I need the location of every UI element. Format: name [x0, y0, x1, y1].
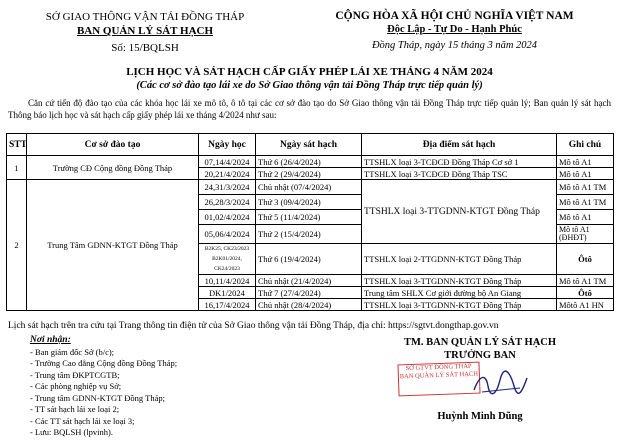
table-row: [7, 180, 614, 195]
row-stt: 1: [7, 156, 27, 180]
study-date: 20,21/4/2024: [199, 168, 256, 180]
exam-date: Thứ 3 (09/4/2024): [256, 195, 362, 210]
table-header-row: [7, 134, 614, 156]
recipient-item: - TT sát hạch lái xe loại 2;: [30, 404, 120, 414]
document-subtitle: (Các cơ sở đào tạo lái xe do Sở Giao thông vận tải Đồng Tháp trực tiếp quản lý): [136, 80, 483, 91]
note: Mô tô A1 TM: [557, 275, 614, 287]
exam-place: Trung tâm SHLX Cơ giới đường bộ An Giang: [362, 287, 557, 299]
recipients-block: [30, 335, 310, 439]
recipient-item: - Các phòng nghiệp vụ Sở;: [30, 381, 122, 391]
recipient-item: - Trung tâm ĐKPTCGTB;: [30, 369, 120, 380]
note: Môtô A1 HN: [557, 299, 614, 311]
study-date: 01,02/4/2024: [199, 210, 256, 225]
study-date: 24,31/3/2024: [199, 180, 256, 195]
note: Mô tô A1 TM: [557, 195, 614, 210]
exam-date: Thứ 7 (27/4/2024): [256, 287, 362, 299]
document-title: LỊCH HỌC VÀ SÁT HẠCH CẤP GIẤY PHÉP LÁI XE THÁNG 4 NĂM 2024: [126, 66, 493, 78]
exam-place: TTSHLX loại 3-TTGDNN-KTGT Đồng Tháp: [362, 275, 557, 287]
recipient-item: - Trung tâm GDNN-KTGT Đồng Tháp;: [30, 392, 165, 403]
study-date: 07,14/4/2024: [199, 156, 256, 168]
exam-date: Thứ 6 (26/4/2024): [256, 156, 362, 168]
signer-title: TRƯỞNG BAN: [444, 350, 516, 361]
exam-date: Chủ nhật (07/4/2024): [256, 180, 362, 195]
lookup-note: Lịch sát hạch trên tra cứu tại Trang thông tin điện tử của Sở Giao thông vận tải Đồng Tháp, địa chỉ: https://sgtvt.dongthap.gov.vn: [8, 321, 499, 331]
exam-date: Thứ 5 (11/4/2024): [256, 210, 362, 225]
header-note: Ghi chú: [557, 134, 614, 156]
note: Mô tô A1 (ĐHĐT): [557, 225, 614, 244]
header-exam-date: Ngày sát hạch: [256, 134, 362, 156]
document-number: Số: 15/BQLSH: [111, 42, 179, 54]
board-name: BAN QUẢN LÝ SÁT HẠCH: [76, 25, 214, 37]
exam-date: Thứ 6 (19/4/2024): [256, 244, 362, 275]
study-date: 10,11/4/2024: [199, 275, 256, 287]
header-study-date: Ngày học: [199, 134, 256, 156]
training-center: Trường CĐ Cộng đồng Đồng Tháp: [27, 156, 199, 180]
exam-place: TTSHLX loại 3-TCĐCĐ Đồng Tháp Cơ sở 1: [362, 156, 557, 168]
study-date: B2K25, CK23/2023 B2K01/2024, CK24/2023: [199, 244, 256, 275]
signer-role: TM. BAN QUẢN LÝ SÁT HẠCH: [403, 337, 557, 348]
recipient-item: - Các TT sát hạch lái xe loại 3;: [30, 415, 135, 426]
exam-date: Thứ 2 (15/4/2024): [256, 225, 362, 244]
official-stamp: SỞ GTVT ĐỒNG THÁP BAN QUẢN LÝ SÁT HẠCH: [397, 362, 480, 397]
issuer-block: [0, 10, 290, 55]
recipient-item: - Trường Cao đẳng Cộng đồng Đồng Tháp;: [30, 358, 178, 368]
note: Mô tô A1: [557, 168, 614, 180]
note: Mô tô A1: [557, 210, 614, 225]
table-row: [7, 156, 614, 168]
recipients-title: Nơi nhận:: [30, 335, 71, 345]
country-name: CỘNG HÒA XÃ HỘI CHỦ NGHĨA VIỆT NAM: [335, 10, 574, 22]
note: Ôtô: [557, 287, 614, 299]
header-stt: STT: [7, 134, 27, 156]
handwritten-signature: [470, 368, 530, 398]
study-date: 05,06/4/2024: [199, 225, 256, 244]
exam-place: TTSHLX loại 3-TCĐCĐ Đồng Tháp TSC: [362, 168, 557, 180]
issue-date: Đồng Tháp, ngày 15 tháng 3 năm 2024: [371, 40, 538, 51]
motto: Độc Lập - Tự Do - Hạnh Phúc: [387, 24, 522, 35]
exam-place: TTSHLX loại 2-TTGDNN-KTGT Đồng Tháp: [362, 244, 557, 275]
training-center: Trung Tâm GDNN-KTGT Đồng Tháp: [27, 180, 199, 311]
header-exam-place: Địa điểm sát hạch: [362, 134, 557, 156]
exam-place: TTSHLX loại 3-TTGDNN-KTGT Đồng Tháp: [362, 299, 557, 311]
study-date: DK1/2024: [199, 287, 256, 299]
exam-date: Chủ nhật (28/4/2024): [256, 299, 362, 311]
department-name: SỞ GIAO THÔNG VẬN TẢI ĐỒNG THÁP: [45, 11, 245, 23]
recipient-item: - Ban giám đốc Sở (b/c);: [30, 346, 115, 357]
document-title-block: [0, 66, 619, 92]
note: Mô tô A1: [557, 156, 614, 168]
schedule-table: [6, 133, 614, 311]
note: Ôtô: [557, 244, 614, 275]
exam-date: Thứ 2 (29/4/2024): [256, 168, 362, 180]
study-date: 16,17/4/2024: [199, 299, 256, 311]
intro-paragraph: Căn cứ tiến độ đào tạo của các khóa học lái xe mô tô, ô tô tại các cơ sở đào tạo do Sở Giao thông vận tải Đồng Tháp trực tiếp quản lý; Ban quản lý sát hạch Thông báo lịch học và sát hạch cấp giấy phép lái xe tháng 4/2024 như sau:: [8, 98, 611, 120]
recipient-item: - Lưu: BQLSH (lpvinh).: [30, 427, 113, 437]
exam-place: TTSHLX loại 3-TTGDNN-KTGT Đồng Tháp: [362, 180, 557, 244]
row-stt: 2: [7, 180, 27, 311]
exam-date: Chủ nhật (21/4/2024): [256, 275, 362, 287]
signer-name: Huỳnh Minh Dũng: [437, 411, 523, 422]
note: Mô tô A1 TM: [557, 180, 614, 195]
national-header: [290, 9, 619, 53]
study-date: 26,28/3/2024: [199, 195, 256, 210]
header-center: Cơ sở đào tạo: [27, 134, 199, 156]
